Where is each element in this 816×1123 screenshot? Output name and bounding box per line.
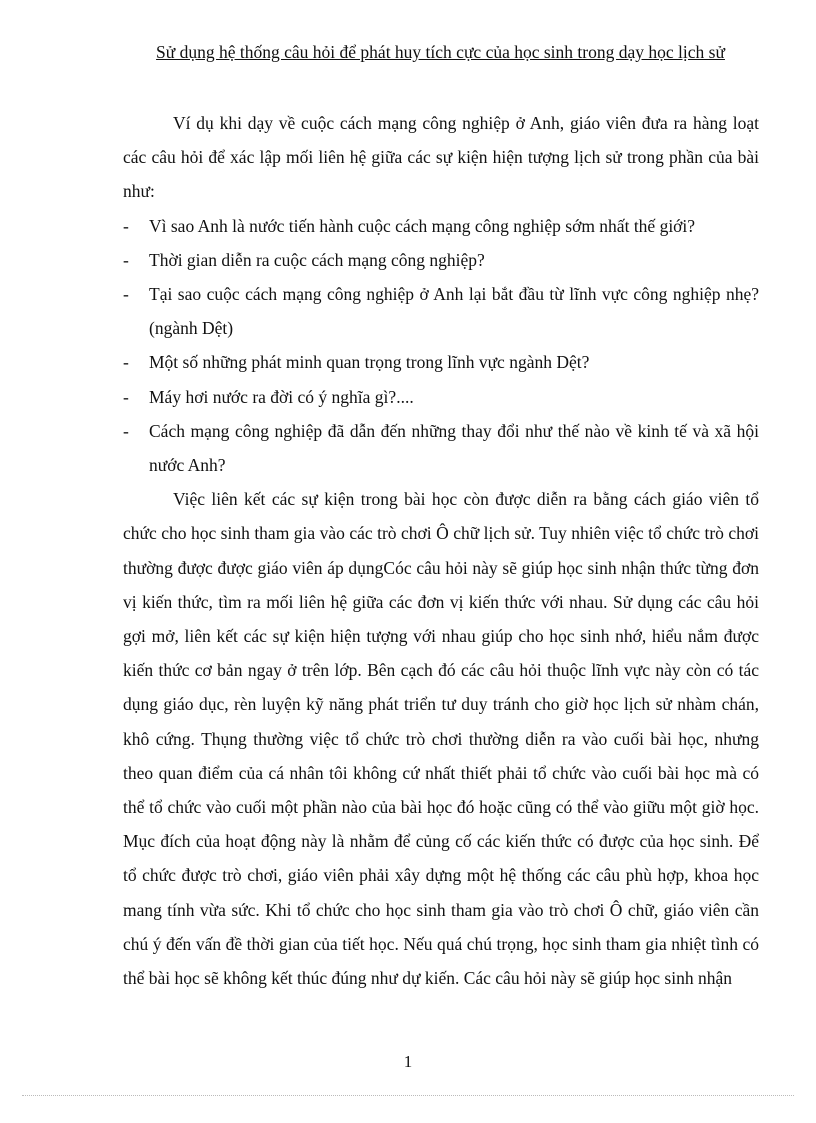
page-header-title: Sử dụng hệ thống câu hỏi để phát huy tích cực của học sinh trong dạy học lịch sử <box>156 42 725 62</box>
dash-bullet: - <box>123 386 129 407</box>
main-paragraph-text: Việc liên kết các sự kiện trong bài học còn được diễn ra bằng cách giáo viên tổ chức cho học sinh tham gia vào các trò chơi Ô chữ lịch sử. Tuy nhiên việc tổ chức trò chơi thường được được giáo viên áp dụngCóc câu hỏi này sẽ giúp học sinh nhận thức từng đơn vị kiến thức, tìm ra mối liên hệ giữa các đơn vị kiến thức với nhau. Sử dụng các câu hỏi gợi mở, liên kết các sự kiện hiện tượng với nhau giúp cho học sinh nhớ, hiểu nắm được kiến thức cơ bản ngay ở trên lớp. Bên cạch đó các câu hỏi thuộc lĩnh vực này còn có tác dụng giáo dục, rèn luyện kỹ năng phát triển tư duy tránh cho giờ học lịch sử nhàm chán, khô cứng. Thụng thường việc tổ chức trò chơi thường diễn ra vào cuối bài học, nhưng theo quan điểm của cá nhân tôi không cứ nhất thiết phải tổ chức vào cuối bài học mà có thể tổ chức vào cuối một phần nào của bài học đó hoặc cũng có thể vào giữu một giờ học. Mục đích của hoạt động này là nhằm để củng cố các kiến thức có được của học sinh. Để tổ chức được trò chơi, giáo viên phải xây dựng một hệ thống các câu phù hợp, khoa học mang tính vừa sức. Khi tổ chức cho học sinh tham gia vào trò chơi Ô chữ, giáo viên cần chú ý đến vấn đề thời gian của tiết học. Nếu quá chú trọng, học sinh tham gia nhiệt tình có thể bài học sẽ không kết thúc đúng như dự kiến. Các câu hỏi này sẽ giúp học sinh nhận <box>123 489 759 989</box>
list-item-text: Vì sao Anh là nước tiến hành cuộc cách mạng công nghiệp sớm nhất thế giới? <box>149 215 696 236</box>
list-item <box>123 414 759 482</box>
list-item-text: Máy hơi nước ra đời có ý nghĩa gì?.... <box>149 386 414 407</box>
page-break-divider <box>22 1095 794 1096</box>
list-item <box>123 345 759 379</box>
list-item <box>123 277 759 345</box>
list-item <box>123 243 759 277</box>
list-item <box>123 380 759 414</box>
dash-bullet: - <box>123 352 129 373</box>
page-number: 1 <box>403 1052 413 1071</box>
dash-bullet: - <box>123 420 129 441</box>
dash-bullet: - <box>123 215 129 236</box>
main-paragraph <box>123 482 759 995</box>
question-list <box>123 209 759 483</box>
list-item-text: Tại sao cuộc cách mạng công nghiệp ở Anh lại bắt đầu từ lĩnh vực công nghiệp nhẹ? (ngành Dệt) <box>149 284 759 339</box>
intro-paragraph <box>123 106 759 209</box>
dash-bullet: - <box>123 284 129 305</box>
list-item <box>123 209 759 243</box>
document-body <box>123 106 759 995</box>
intro-text: Ví dụ khi dạy về cuộc cách mạng công nghiệp ở Anh, giáo viên đưa ra hàng loạt các câu hỏi để xác lập mối liên hệ giữa các sự kiện hiện tượng lịch sử trong phần của bài như: <box>123 113 759 202</box>
list-item-text: Cách mạng công nghiệp đã dẫn đến những thay đổi như thế nào về kinh tế và xã hội nước Anh? <box>149 420 759 476</box>
list-item-text: Một số những phát minh quan trọng trong lĩnh vực ngành Dệt? <box>149 352 590 373</box>
dash-bullet: - <box>123 249 129 270</box>
list-item-text: Thời gian diễn ra cuộc cách mạng công nghiệp? <box>149 249 485 270</box>
